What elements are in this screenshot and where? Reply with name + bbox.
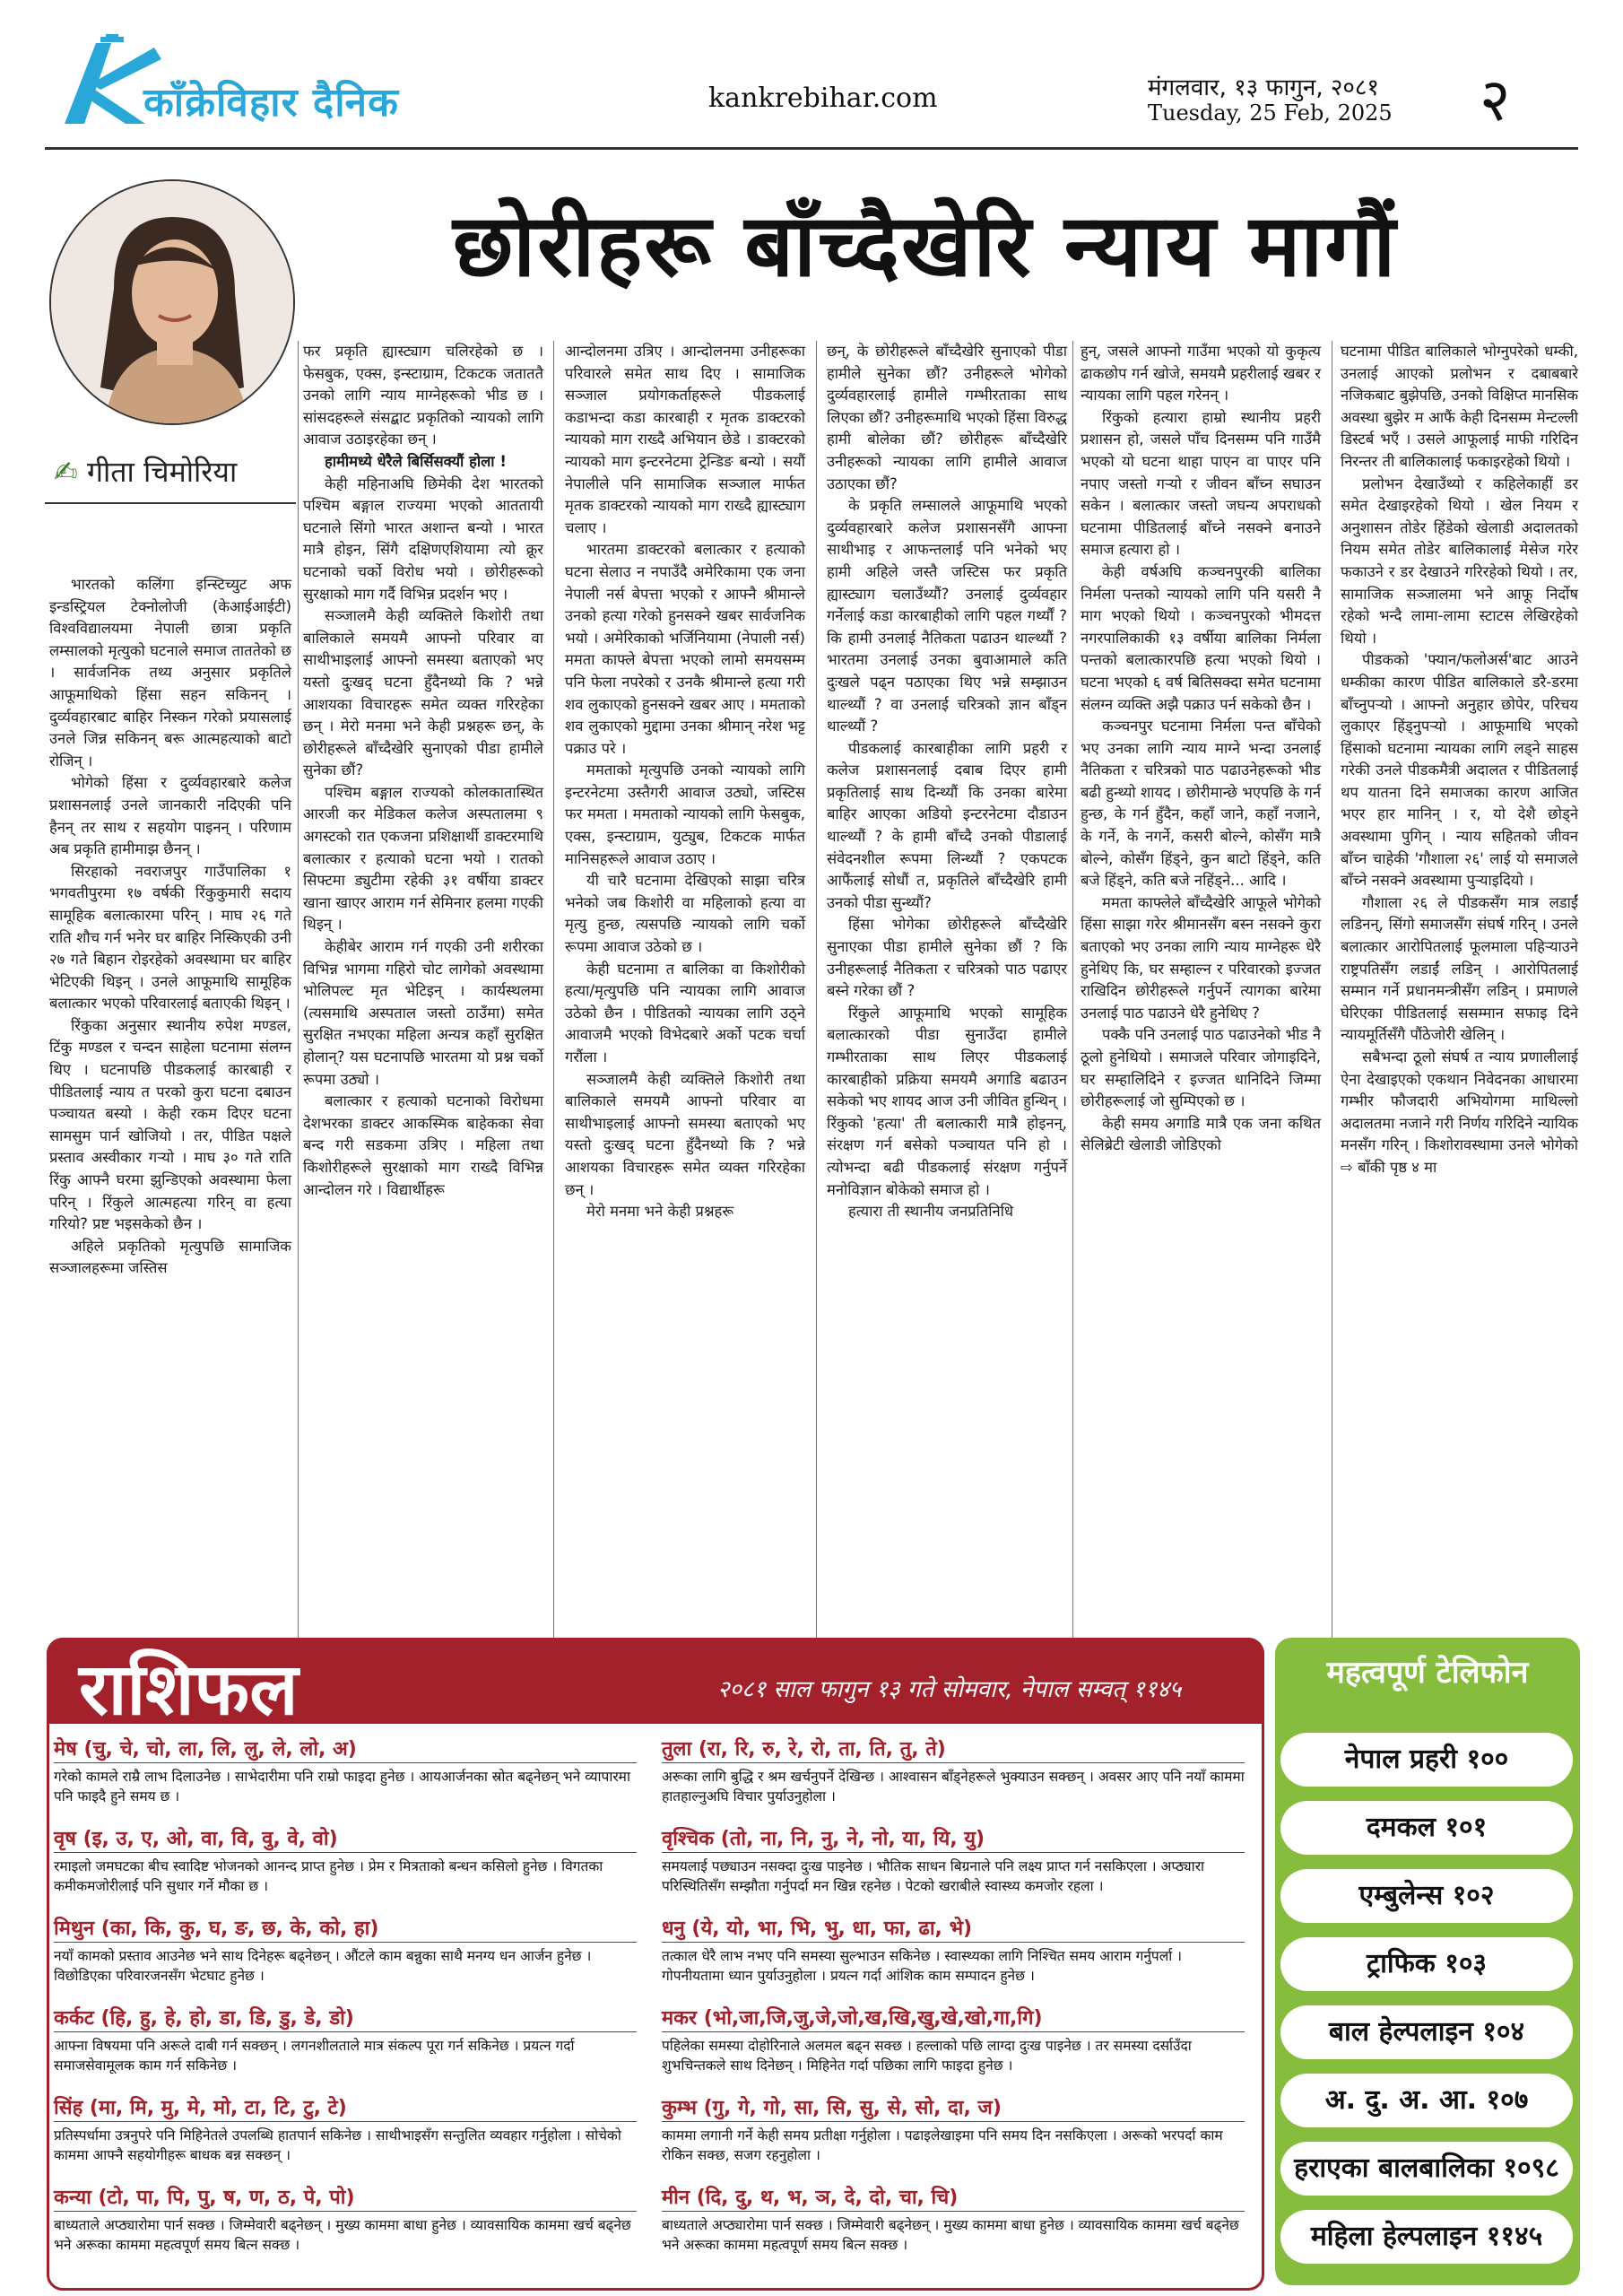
paragraph: भोगेको हिंसा र दुर्व्यवहारबारे कलेज प्रशासनलाई उनले जानकारी नदिएकी पनि हैनन् तर साथ र सहयोग पाइनन् । परिणाम अब प्रकृति हामीमाझ छैनन् ।: [49, 774, 291, 858]
column-divider: [553, 341, 554, 1659]
masthead: [0, 0, 1623, 144]
paragraph: रिंकुको हत्यारा हाम्रो स्थानीय प्रहरी प्रशासन हो, जसले पाँच दिनसम्म पनि गाउँमै भएको यो घटना थाहा पाएन वा पाएर पनि नपाए जस्तो गर्‍यो र जीवन बाँच्न सघाउन सकेन । बलात्कार जस्तो जघन्य अपराधको घटनामा पीडितलाई बाँच्ने नसक्ने बनाउने समाज हत्यारा हो ।: [1081, 408, 1321, 559]
author-divider: [45, 502, 296, 504]
brand-name: काँक्रेविहार दैनिक: [143, 80, 399, 126]
article-column-2: [303, 341, 543, 1201]
paragraph: यी चारै घटनामा देखिएको साझा चरित्र भनेको जब किशोरी वा महिलाको हत्या वा मृत्यु हुन्छ, त्यसपछि न्यायको लागि चर्को रूपमा आवाज उठेको छ ।: [565, 872, 805, 956]
sign-name: वृष (इ, उ, ए, ओ, वा, वि, वु, वे, वो): [54, 1824, 637, 1853]
article-column-4: [827, 341, 1067, 1223]
paragraph: केही समय अगाडि मात्रै एक जना कथित सेलिब्रेटी खेलाडी जोडिएको: [1081, 1114, 1321, 1154]
paragraph: केही घटनामा त बालिका वा किशोरीको हत्या/मृत्युपछि पनि न्यायका लागि आवाज उठेको छैन । पीडितको न्यायका लागि उठ्ने आवाजमै भएको विभेदबारे अर्को पटक चर्चा गरौंला ।: [565, 960, 805, 1065]
sign-text: तत्काल धेरै लाभ नभए पनि समस्या सुल्भाउन सकिनेछ । स्वास्थ्यका लागि निश्चित समय आराम गर्नुपर्ला । गोपनीयतामा ध्यान पुर्याउनुहोला । प्रयत्न गर्दा आंशिक काम सम्पादन हुनेछ ।: [662, 1948, 1183, 1984]
paragraph: पीडकको 'फ्यान/फलोअर्स'बाट आउने धम्कीका कारण पीडित बालिकाले डरै-डरमा बाँच्नुपर्‍यो । आफ्नो अनुहार छोपेर, परिचय लुकाएर हिंड्नुपर्‍यो । आफूमाथि भएको हिंसाको घटनामा न्यायका लागि लड्ने साहस गरेकी उनले पीडकमैत्री अदालत र पीडितलाई थप यातना दिने समाजका कारण आजित भएर हार मानिन् । र, यो देशै छोड्ने अवस्थामा पुगिन् । न्याय सहितको जीवन बाँच्न चाहेकी 'गौशाला २६' लाई यो समाजले बाँच्ने नसक्ने अवस्थामा पुऱ्याइदियो ।: [1341, 651, 1578, 890]
horoscope-sign: [54, 2004, 637, 2075]
horoscope-sign: [54, 1824, 637, 1896]
horoscope-sign: [662, 2183, 1245, 2255]
sign-text: नयाँ कामको प्रस्ताव आउनेछ भने साथ दिनेहरू बढ्नेछन् । औंटले काम बन्नुका साथै मनग्य धन आर्जन हुनेछ । विछोडिएका परिवारजनसँग भेटघाट हुनेछ ।: [54, 1948, 592, 1984]
masthead-divider: [45, 147, 1578, 150]
horoscope-sign: [662, 2004, 1245, 2075]
sign-name: कन्या (टो, पा, पि, पु, ष, ण, ठ, पे, पो): [54, 2183, 637, 2212]
paragraph: घटनामा पीडित बालिकाले भोग्नुपरेको धम्की, उनलाई आएको प्रलोभन र दबाबबारे नजिकबाट बुझेपछि, उनको विक्षिप्त मानसिक अवस्था बुझेर म आफैं केही दिनसम्म मेन्टल्ली डिस्टर्ब भएँ । उसले आफूलाई माफी गरिदिन निरन्तर ती बालिकालाई फकाइरहेको थियो ।: [1341, 343, 1578, 470]
phone-entry: दमकल १०१: [1280, 1801, 1573, 1855]
paragraph: केहीबेर आराम गर्न गएकी उनी शरीरका विभिन्न भागमा गहिरो चोट लागेको अवस्थामा भोलिपल्ट मृत भेटिइन् । कार्यस्थलमा (त्यसमाथि अस्पताल जस्तो ठाउँमा) समेत सुरक्षित नभएका महिला अन्यत्र कहाँ सुरक्षित होलान्? यस घटनापछि भारतमा यो प्रश्न चर्को रूपमा उठ्यो ।: [303, 938, 543, 1088]
paragraph: फर प्रकृति ह्यास्ट्याग चलिरहेको छ । फेसबुक, एक्स, इन्स्टाग्राम, टिकटक जताततै उनको लागि न्याय माग्नेहरूको भीड छ । सांसदहरूले संसद्बाट प्रकृतिको न्यायको लागि आवाज उठाइरहेका छन् ।: [303, 343, 543, 448]
column-divider: [298, 341, 299, 1659]
horoscope-sign: [54, 1914, 637, 1986]
sign-name: वृश्चिक (तो, ना, नि, नु, ने, नो, या, यि, यु): [662, 1824, 1245, 1853]
article-column-5: [1081, 341, 1321, 1157]
horoscope-sign: [662, 2093, 1245, 2165]
sign-name: तुला (रा, रि, रु, रे, रो, ता, ति, तु, ते): [662, 1735, 1245, 1763]
phone-entry: एम्बुलेन्स १०२: [1280, 1869, 1573, 1923]
author-portrait-icon: [51, 181, 293, 423]
site-url[interactable]: kankrebihar.com: [708, 83, 938, 114]
paragraph: मेरो मनमा भने केही प्रश्नहरू: [586, 1203, 734, 1221]
sign-text: काममा लगानी गर्ने केही समय प्रतीक्षा गर्नुहोला । पढाइलेखाइमा पनि समय दिन नसकिएला । अरूको भरपर्दा काम रोकिन सक्छ, सजग रहनुहोला ।: [662, 2127, 1223, 2163]
article-column-6: [1341, 341, 1578, 1179]
headline: छोरीहरू बाँच्दैखेरि न्याय मागौं: [453, 196, 1398, 296]
sign-name: सिंह (मा, मि, मु, मे, मो, टा, टि, टु, टे): [54, 2093, 637, 2122]
date-nepali: मंगलवार, १३ फागुन, २०८१: [1148, 74, 1379, 101]
paragraph: के प्रकृति लम्सालले आफूमाथि भएको दुर्व्यवहारबारे कलेज प्रशासनसँगै आफ्ना साथीभाइ र आफन्तलाई पनि भनेको भए हामी अहिले जस्तै जस्टिस फर प्रकृति ह्यास्ट्याग चलाउँथ्यौं? उनलाई दुर्व्यवहार गर्नेलाई कडा कारबाहीको लागि पहल गर्थ्यौं ? कि हामी उनलाई नैतिकता पढाउन थाल्थ्यौं ? भारतमा उनलाई उनका बुवाआमाले कति दुःखले पढ्न पठाएका थिए भन्ने सम्झाउन थाल्थ्यौं ? वा उनलाई चरित्रको ज्ञान बाँड्न थाल्थ्यौं ?: [827, 497, 1067, 735]
paragraph: हुन्, जसले आफ्नो गाउँमा भएको यो कुकृत्य ढाकछोप गर्न खोजे, समयमै प्रहरीलाई खबर र न्यायका लागि पहल गरेनन् ।: [1081, 343, 1321, 404]
horoscope-title: राशिफल: [79, 1648, 299, 1731]
subheading: हामीमध्ये धेरैले बिर्सिसक्यौं होला !: [325, 452, 507, 470]
sign-text: गरेको कामले राम्रै लाभ दिलाउनेछ । साभेदारीमा पनि राम्रो फाइदा हुनेछ । आयआर्जनका स्रोत बढ्नेछन् भने व्यापारमा पनि फाइदै हुने समय छ ।: [54, 1769, 630, 1805]
sign-text: बाध्यताले अप्ठ्यारोमा पार्न सक्छ । जिम्मेवारी बढ्नेछन् । मुख्य काममा बाधा हुनेछ । व्यावसायिक काममा खर्च बढ्नेछ भने अरूका काममा महत्वपूर्ण समय बित्न सक्छ ।: [54, 2217, 631, 2253]
paragraph: हत्यारा ती स्थानीय जनप्रतिनिधि: [848, 1203, 1014, 1221]
paragraph: सञ्जालमै केही व्यक्तिले किशोरी तथा बालिकाले समयमै आफ्नो परिवार वा साथीभाइलाई आफ्नो समस्या बताएको भए यस्तो दुःखद् घटना हुँदैनथ्यो कि ? भन्ने आशयका विचारहरू समेत व्यक्त गरिरहेका छन् ।: [565, 1070, 805, 1198]
sign-name: कुम्भ (गु, गे, गो, सा, सि, सु, से, सो, दा, ज): [662, 2093, 1245, 2122]
paragraph: ममता काफ्लेले बाँच्दैखेरि आफूले भोगेको हिंसा साझा गरेर श्रीमानसँग बस्न नसक्ने कुरा बताएको भए उनका लागि न्याय माग्नेहरू धेरै हुनेथिए कि, घर सम्हाल्न र परिवारको इज्जत राखिदिन छोरीहरूले गर्नुपर्ने त्यागका बारेमा उनलाई पाठ पढाउने धेरै हुनेथिए ?: [1081, 893, 1321, 1022]
date-english: Tuesday, 25 Feb, 2025: [1148, 100, 1393, 126]
paragraph: कञ्चनपुर घटनामा निर्मला पन्त बाँचेको भए उनका लागि न्याय माग्ने भन्दा उनलाई नैतिकता र चरित्रको पाठ पढाउनेहरूको भीड बढी हुन्थ्यो शायद । छोरीमान्छे भएपछि के गर्न हुन्छ, के गर्न हुँदैन, कहाँ जाने, कहाँ नजाने, के गर्ने, के नगर्ने, कसरी बोल्ने, कोसँग मात्रै बोल्ने, कोसँग हिंड्ने, कुन बाटो हिंड्ने, कति बजे हिंड्ने, कति बजे नहिंड्ने... आदि ।: [1081, 718, 1321, 890]
paragraph: भारतमा डाक्टरको बलात्कार र हत्याको घटना सेलाउ न नपाउँदै अमेरिकामा एक जना नेपाली नर्स बेपत्ता भएको र आफ्नै श्रीमान्ले उनको हत्या गरेको हुनसक्ने खबर सार्वजनिक भयो । अमेरिकाको भर्जिनियामा (नेपाली नर्स) ममता काफ्ले बेपत्ता भएको लामो समयसम्म पनि फेला नपरेको र उनकै श्रीमान्ले हत्या गरी शव लुकाएको हुनसक्ने खबर आए । ममताको शव लुकाएको मुद्दामा उनका श्रीमान् नरेश भट्ट पक्राउ परे ।: [565, 541, 805, 757]
horoscope-sign: [662, 1735, 1245, 1806]
page-number: २: [1480, 65, 1511, 135]
paragraph: अहिले प्रकृतिको मृत्युपछि सामाजिक सञ्जालहरूमा जस्तिस: [49, 1237, 291, 1277]
paragraph: रिंकुका अनुसार स्थानीय रुपेश मण्डल, टिंकु मण्डल र चन्दन साहेला घटनामा संलग्न थिए । घटनापछि पीडकलाई कारबाही र पीडितलाई न्याय त परको कुरा घटना दबाउन पञ्चायत बस्यो । केही रकम दिएर घटना सामसुम पार्न खोजियो । तर, पीडित पक्षले प्रस्ताव अस्वीकार गर्‍यो । माघ ३० गते राति रिंकु आफ्नै घरमा झुन्डिएको अवस्थामा फेला परिन् । रिंकुले आत्महत्या गरिन् वा हत्या गरियो? प्रष्ट भइसकेको छैन ।: [49, 1016, 291, 1233]
paragraph: बलात्कार र हत्याको घटनाको विरोधमा देशभरका डाक्टर आकस्मिक बाहेकका सेवा बन्द गरी सडकमा उत्रिए । महिला तथा किशोरीहरूले सुरक्षाको माग राख्दै विभिन्न आन्दोलन गरे । विद्यार्थीहरू: [303, 1092, 543, 1198]
sign-name: मकर (भो,जा,जि,जु,जे,जो,ख,खि,खु,खे,खो,गा,गि): [662, 2004, 1245, 2032]
sign-text: आफ्ना विषयमा पनि अरूले दाबी गर्न सक्छन् । लगनशीलताले मात्र संकल्प पूरा गर्न सकिनेछ । प्रयत्न गर्दा समाजसेवामूलक काम गर्न सकिनेछ ।: [54, 2038, 575, 2074]
phone-entry: हराएका बालबालिका १०९८: [1280, 2142, 1573, 2196]
author-byline: [54, 452, 237, 491]
paragraph: प्रलोभन देखाउँथ्यो र कहिलेकाहीं डर समेत देखाइरहेको थियो । खेल नियम र अनुशासन तोडेर हिंडेको खेलाडी अदालतको नियम समेत तोडेर बालिकालाई मेसेज गरेर फकाउने र डर देखाउने गरिरहेको थियो । तर, सामाजिक सञ्जालमा भने आफू निर्दोष रहेको भन्दै लामा-लामा स्टाटस लेखिरहेको थियो ।: [1341, 474, 1578, 647]
author-name: गीता चिमोरिया: [86, 455, 238, 489]
sign-name: मीन (दि, दु, थ, भ, ञ, दे, दो, चा, चि): [662, 2183, 1245, 2212]
paragraph: हिंसा भोगेका छोरीहरूले बाँच्दैखेरि सुनाएका पीडा हामीले सुनेका छौं ? कि उनीहरूलाई नैतिकता र चरित्रको पाठ पढाएर बस्ने गरेका छौं ?: [827, 916, 1067, 1000]
phone-box-title: महत्वपूर्ण टेलिफोन: [1326, 1655, 1529, 1691]
horoscope-sign: [54, 1735, 637, 1806]
phone-entry: ट्राफिक १०३: [1280, 1937, 1573, 1991]
sign-name: कर्कट (हि, हु, हे, हो, डा, डि, डु, डे, डो): [54, 2004, 637, 2032]
article-column-1: [49, 574, 291, 1280]
paragraph: केही महिनाअघि छिमेकी देश भारतको पश्चिम बङ्गाल राज्यमा भएको आततायी घटनाले सिंगो भारत अशान्त बन्यो । भारत मात्रै होइन, सिंगै दक्षिणएशियामा त्यो क्रूर घटनाको चर्को विरोध भयो । छोरीहरूको सुरक्षाको माग गर्दै विभिन्न प्रदर्शन भए ।: [303, 474, 543, 603]
sign-text: अरूका लागि बुद्धि र श्रम खर्चनुपर्ने देखिन्छ । आश्वासन बाँड्नेहरूले भुक्याउन सक्छन् । अवसर आए पनि नयाँ काममा हातहाल्नुअघि विचार पुर्याउनुहोला ।: [662, 1769, 1245, 1805]
phone-entry: बाल हेल्पलाइन १०४: [1280, 2005, 1573, 2059]
paragraph: केही वर्षअघि कञ्चनपुरकी बालिका निर्मला पन्तको न्यायको लागि पनि यसरी नै माग भएको थियो । कञ्चनपुरको भीमदत्त नगरपालिकाकी १३ वर्षीया बालिका निर्मला पन्तको बलात्कारपछि हत्या भएको थियो । घटना भएको ६ वर्ष बितिसक्दा समेत घटनामा संलग्न व्यक्ति अझै पक्राउ पर्न सकेको छैन ।: [1081, 562, 1321, 713]
paragraph: रिंकुले आफूमाथि भएको सामूहिक बलात्कारको पीडा सुनाउँदा हामीले गम्भीरताका साथ लिएर पीडकलाई कारबाहीको प्रक्रिया समयमै अगाडि बढाउन सकेको भए शायद आज उनी जीवित हुन्थिन् । रिंकुको 'हत्या' ती बलात्कारी मात्रै होइनन्, संरक्षण गर्न बसेको पञ्चायत पनि हो । त्योभन्दा बढी पीडकलाई संरक्षण गर्नुपर्ने मनोविज्ञान बोकेको समाज हो ।: [827, 1004, 1067, 1198]
horoscope-date: २०८१ साल फागुन १३ गते सोमवार, नेपाल सम्वत् ११४५: [717, 1676, 1182, 1703]
horoscope-sign: [662, 1824, 1245, 1896]
column-divider: [816, 341, 817, 1659]
sign-text: समयलाई पछ्याउन नसक्दा दुःख पाइनेछ । भौतिक साधन बिग्रनाले पनि लक्ष्य प्राप्त गर्न नसकिएला । अप्ठ्यारा परिस्थितिसँग सम्झौता गर्नुपर्दा मन खिन्न रहनेछ । पेटको खराबीले स्वास्थ्य कमजोर रहला ।: [662, 1858, 1205, 1894]
horoscope-sign: [662, 1914, 1245, 1986]
paragraph: गौशाला २६ ले पीडकसँग मात्र लडाईं लडिनन्, सिंगो समाजसँग संघर्ष गरिन् । उनले बलात्कार आरोपितलाई फूलमाला पहिऱ्याउने राष्ट्रपतिसँग लडाईं लडिन् । आरोपितलाई सम्मान गर्ने प्रधानमन्त्रीसँग लडिन् । प्रमाणले घेरिएका पीडितलाई ससम्मान सफाइ दिने न्यायमूर्तिसँगै पौंठेजोरी खेलिन् ।: [1341, 893, 1578, 1044]
paragraph: सिरहाको नवराजपुर गाउँपालिका १ भगवतीपुरमा १७ वर्षकी रिंकुकुमारी सदाय सामूहिक बलात्कारमा परिन् । माघ २६ गते राति शौच गर्न भनेर घर बाहिर निस्किएकी उनी २७ गते बिहान रोइरहेको अवस्थामा घर बाहिर भेटिएकी थिइन् । उनले आफूमाथि सामूहिक बलात्कार भएको परिवारलाई बताएकी थिइन् ।: [49, 862, 291, 1013]
sign-name: मेष (चु, चे, चो, ला, लि, लु, ले, लो, अ): [54, 1735, 637, 1763]
paragraph: पीडकलाई कारबाहीका लागि प्रहरी र कलेज प्रशासनलाई दबाब दिएर हामी प्रकृतिलाई साथ दिन्थ्यौं कि उनका बारेमा बाहिर आएका अडियो इन्टरनेटमा दौडाउन थाल्थ्यौं ? के हामी बाँच्दै उनको पीडालाई संवेदनशील रूपमा लिन्थ्यौं ? एकपटक आफैंलाई सोधौं त, प्रकृतिले बाँच्दैखेरि हामी उनको पीडा सुन्थ्यौं?: [827, 739, 1067, 911]
sign-text: पहिलेका समस्या दोहोरिनाले अलमल बढ्न सक्छ । हल्लाको पछि लाग्दा दुःख पाइनेछ । तर समस्या दर्साउँदा शुभचिन्तकले साथ दिनेछन् । मिहिनेत गर्दा पछिका लागि फाइदा हुनेछ ।: [662, 2038, 1192, 2074]
paragraph: ममताको मृत्युपछि उनको न्यायको लागि इन्टरनेटमा उस्तैगरी आवाज उठ्यो, जस्टिस फर ममता । ममताको न्यायको लागि फेसबुक, एक्स, इन्स्टाग्राम, युट्युब, टिकटक मार्फत मानिसहरूले आवाज उठाए ।: [565, 761, 805, 867]
sign-name: धनु (ये, यो, भा, भि, भु, धा, फा, ढा, भे): [662, 1914, 1245, 1943]
article-column-3: [565, 341, 805, 1223]
paragraph: पक्कै पनि उनलाई पाठ पढाउनेको भीड नै ठूलो हुनेथियो । समाजले परिवार जोगाइदिने, घर सम्हालिदिने र इज्जत धानिदिने जिम्मा छोरीहरूलाई जो सुम्पिएको छ ।: [1081, 1026, 1321, 1110]
sign-name: मिथुन (का, कि, कु, घ, ङ, छ, के, को, हा): [54, 1914, 637, 1943]
horoscope-sign: [54, 2093, 637, 2165]
pen-icon: ✍: [54, 455, 78, 489]
sign-text: प्रतिस्पर्धामा उत्रनुपरे पनि मिहिनेतले उपलब्धि हातपार्न सकिनेछ । साथीभाइसँग सन्तुलित व्यवहार गर्नुहोला । सोचेको काममा आफ्नै सहयोगीहरू बाधक बन्न सक्छन् ।: [54, 2127, 621, 2163]
phone-entry: नेपाल प्रहरी १००: [1280, 1733, 1573, 1787]
paragraph: सबैभन्दा ठूलो संघर्ष त न्याय प्रणालीलाई ऐना देखाइएको एकथान निवेदनका आधारमा गम्भीर फौजदारी अभियोगमा माथिल्लो अदालतमा नजाने गरी निर्णय गरिदिने न्यायिक मनसँग गरिन् । किशोरावस्थामा उनले भोगेको ⇨ बाँकी पृष्ठ ४ मा: [1341, 1048, 1578, 1176]
column-divider: [1072, 341, 1073, 1659]
phone-entry: अ. दु. अ. आ. १०७: [1280, 2074, 1573, 2127]
phone-entry: महिला हेल्पलाइन ११४५: [1280, 2210, 1573, 2264]
paragraph: आन्दोलनमा उत्रिए । आन्दोलनमा उनीहरूका परिवारले समेत साथ दिए । सामाजिक सञ्जाल प्रयोगकर्ताहरूले पीडकलाई कडाभन्दा कडा कारबाही र मृतक डाक्टरको न्यायको माग राख्दै अभियान छेडे । डाक्टरको न्यायको माग इन्टरनेटमा ट्रेन्डिङ बन्यो । सयौं नेपालीले पनि सामाजिक सञ्जाल मार्फत मृतक डाक्टरको न्यायको माग राख्दै ह्यास्ट्याग चलाए ।: [565, 343, 805, 536]
horoscope-sign: [54, 2183, 637, 2255]
paragraph: सञ्जालमै केही व्यक्तिले किशोरी तथा बालिकाले समयमै आफ्नो परिवार वा साथीभाइलाई आफ्नो समस्या बताएको भए यस्तो दुःखद् घटना हुँदैनथ्यो कि ? भन्ने आशयका विचारहरू समेत व्यक्त गरिरहेका छन् । मेरो मनमा भने केही प्रश्नहरू छन्, के छोरीहरूले बाँच्दैखेरि सुनाएको पीडा हामीले सुनेका छौं?: [303, 607, 543, 779]
paragraph: छन्, के छोरीहरूले बाँच्दैखेरि सुनाएको पीडा हामीले सुनेका छौं? उनीहरूले भोगेको दुर्व्यवहारलाई हामीले गम्भीरताका साथ लिएका छौं? उनीहरूमाथि भएको हिंसा विरुद्ध हामी बोलेका छौं? छोरीहरू बाँच्दैखेरि उनीहरूको न्यायका लागि हामीले आवाज उठाएका छौं?: [827, 343, 1067, 492]
paragraph: भारतको कलिंगा इन्स्टिच्युट अफ इन्डस्ट्रियल टेक्नोलोजी (केआईआईटी) विश्वविद्यालयमा नेपाली छात्रा प्रकृति लम्सालको मृत्युको घटनाले समाज ताततेको छ । सार्वजनिक तथ्य अनुसार प्रकृतिले आफूमाथिको हिंसा सहन सकिनन् । दुर्व्यवहारबाट बाहिर निस्कन गरेको प्रयासलाई उनले जिन्न सकिनन् बरू आत्महत्याको बाटो रोजिन् ।: [49, 576, 291, 770]
author-photo: [49, 179, 295, 425]
sign-text: बाध्यताले अप्ठ्यारोमा पार्न सक्छ । जिम्मेवारी बढ्नेछन् । मुख्य काममा बाधा हुनेछ । व्यावसायिक काममा खर्च बढ्नेछ भने अरूका काममा महत्वपूर्ण समय बित्न सक्छ ।: [662, 2217, 1239, 2253]
paragraph: पश्चिम बङ्गाल राज्यको कोलकातास्थित आरजी कर मेडिकल कलेज अस्पतालमा ९ अगस्टको रात एकजना प्रशिक्षार्थी डाक्टरमाथि बलात्कार र हत्याको घटना भयो । रातको सिफ्टमा ड्युटीमा रहेकी ३१ वर्षीया डाक्टर खाना खाएर आराम गर्न सेमिनार हलमा गएकी थिइन् ।: [303, 783, 543, 934]
sign-text: रमाइलो जमघटका बीच स्वादिष्ट भोजनको आनन्द प्राप्त हुनेछ । प्रेम र मित्रताको बन्धन कसिलो हुनेछ । विगतका कमीकमजोरीलाई पनि सुधार गर्ने मौका छ ।: [54, 1858, 603, 1894]
